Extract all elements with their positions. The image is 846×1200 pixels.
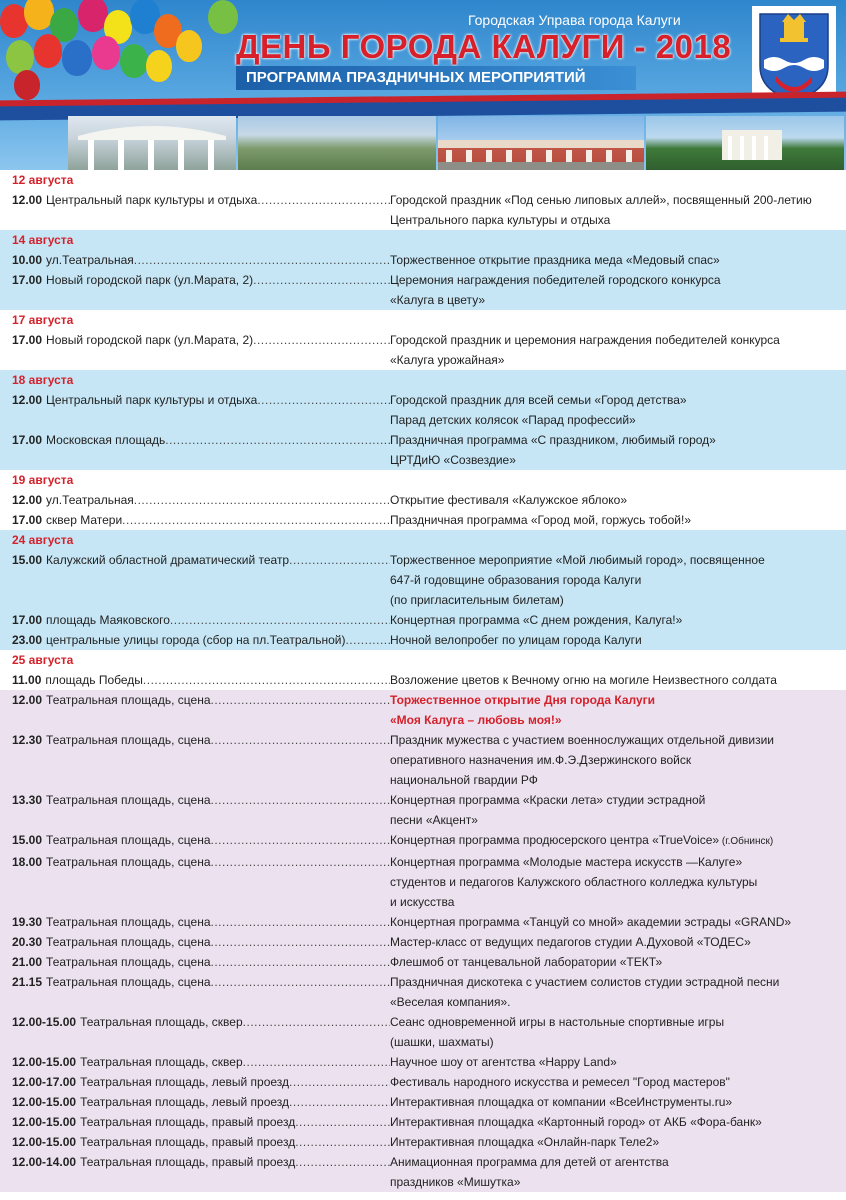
event-location-cell <box>0 790 390 830</box>
event-place: площадь Маяковского <box>46 613 170 627</box>
event-description-line: Городской праздник для всей семьи «Город детства» <box>390 393 687 407</box>
schedule-row <box>0 1012 846 1052</box>
event-description-line: «Моя Калуга – любовь моя!» <box>390 713 562 727</box>
event-time: 17.00 <box>12 433 43 447</box>
organization-name: Городская Управа города Калуги <box>468 12 681 28</box>
event-location-cell <box>0 1092 390 1112</box>
schedule-row <box>0 1052 846 1072</box>
schedule-row <box>0 430 846 470</box>
event-description <box>390 1072 834 1092</box>
event-place: Театральная площадь, сцена <box>46 693 211 707</box>
event-description-line: Сеанс одновременной игры в настольные спортивные игры <box>390 1015 725 1029</box>
event-place: Театральная площадь, сцена <box>46 833 211 847</box>
event-description-line: Фестиваль народного искусства и ремесел "Город мастеров" <box>390 1075 730 1089</box>
event-time: 18.00 <box>12 855 43 869</box>
event-time: 12.00 <box>12 493 43 507</box>
leader-dots <box>211 790 391 830</box>
event-description <box>390 852 834 912</box>
event-location-cell <box>0 670 390 690</box>
leader-dots <box>257 190 390 230</box>
event-description-line: (шашки, шахматы) <box>390 1035 494 1049</box>
event-description <box>390 430 834 470</box>
event-location-cell <box>0 390 390 430</box>
event-place: Театральная площадь, сцена <box>46 733 211 747</box>
event-description <box>390 830 834 852</box>
event-location-cell <box>0 1112 390 1132</box>
event-time: 12.00-15.00 <box>12 1135 77 1149</box>
event-location-cell <box>0 1072 390 1092</box>
event-description <box>390 1152 834 1192</box>
event-description <box>390 490 834 510</box>
event-description-line: Открытие фестиваля «Калужское яблоко» <box>390 493 628 507</box>
leader-dots <box>170 610 390 630</box>
event-description-line: Концертная программа «Краски лета» студии эстрадной <box>390 793 706 807</box>
schedule-row <box>0 852 846 912</box>
event-description-line: «Калуга в цвету» <box>390 293 485 307</box>
event-description-line: Интерактивная площадка от компании «ВсеИнструменты.ru» <box>390 1095 733 1109</box>
leader-dots <box>295 1112 390 1132</box>
event-description-line: Праздник мужества с участием военнослужащих отдельной дивизии <box>390 733 775 747</box>
day-block <box>0 650 846 690</box>
event-description <box>390 390 834 430</box>
event-description <box>390 1012 834 1052</box>
event-description-line: Концертная программа «Молодые мастера искусств —Калуге» <box>390 855 743 869</box>
schedule-row <box>0 250 846 270</box>
event-description <box>390 972 834 1012</box>
schedule-row <box>0 830 846 852</box>
event-location-cell <box>0 190 390 230</box>
event-description-line: Возложение цветов к Вечному огню на могиле Неизвестного солдата <box>390 673 777 687</box>
event-description-line: Городской праздник и церемония награждения победителей конкурса <box>390 333 780 347</box>
event-description-line: Торжественное открытие праздника меда «Медовый спас» <box>390 253 720 267</box>
event-description-line: студентов и педагогов Калужского областного колледжа культуры <box>390 875 758 889</box>
balloon-icon <box>176 30 202 62</box>
event-description-line: Концертная программа продюсерского центра «TrueVoice» (г.Обнинск) <box>390 833 774 847</box>
balloon-icon <box>62 40 92 76</box>
event-description <box>390 1132 834 1152</box>
event-location-cell <box>0 1132 390 1152</box>
event-time: 12.00-14.00 <box>12 1155 77 1169</box>
schedule-row <box>0 1132 846 1152</box>
day-date: 12 августа <box>12 173 74 187</box>
event-location-cell <box>0 550 390 610</box>
leader-dots <box>243 1012 390 1052</box>
balloon-icon <box>92 36 120 70</box>
leader-dots <box>345 630 390 650</box>
schedule-row <box>0 630 846 650</box>
event-description <box>390 630 834 650</box>
event-location-cell <box>0 690 390 730</box>
event-description <box>390 190 834 230</box>
event-description <box>390 670 834 690</box>
event-description-line: Мастер-класс от ведущих педагогов студии А.Духовой «ТОДЕС» <box>390 935 751 949</box>
leader-dots <box>143 670 390 690</box>
event-description <box>390 550 834 610</box>
event-time: 13.30 <box>12 793 43 807</box>
leader-dots <box>211 830 391 852</box>
event-place: площадь Победы <box>45 673 143 687</box>
event-time: 12.00-15.00 <box>12 1055 77 1069</box>
event-time: 15.00 <box>12 553 43 567</box>
schedule-row <box>0 932 846 952</box>
event-time: 10.00 <box>12 253 43 267</box>
photo-park <box>646 116 844 170</box>
event-description-line: Анимационная программа для детей от агентства <box>390 1155 669 1169</box>
event-place: Театральная площадь, сквер <box>80 1055 243 1069</box>
event-time: 17.00 <box>12 273 43 287</box>
day-block <box>0 310 846 370</box>
schedule-row <box>0 912 846 932</box>
event-time: 17.00 <box>12 333 43 347</box>
event-description <box>390 790 834 830</box>
event-description-line: «Веселая компания». <box>390 995 511 1009</box>
event-time: 23.00 <box>12 633 43 647</box>
event-location-cell <box>0 490 390 510</box>
event-description-line: Ночной велопробег по улицам города Калуги <box>390 633 642 647</box>
schedule-row <box>0 670 846 690</box>
schedule-row <box>0 510 846 530</box>
leader-dots <box>289 550 390 610</box>
event-location-cell <box>0 912 390 932</box>
event-description <box>390 1052 834 1072</box>
event-place: ул.Театральная <box>46 493 134 507</box>
event-description-line: Концертная программа «Танцуй со мной» академии эстрады «GRAND» <box>390 915 792 929</box>
schedule-row <box>0 790 846 830</box>
event-location-cell <box>0 730 390 790</box>
day-date: 18 августа <box>12 373 74 387</box>
leader-dots <box>243 1052 390 1072</box>
leader-dots <box>211 730 391 790</box>
day-block <box>0 470 846 530</box>
event-time: 12.00 <box>12 393 43 407</box>
schedule-row <box>0 730 846 790</box>
event-description-line: Парад детских колясок «Парад профессий» <box>390 413 636 427</box>
event-place: Новый городской парк (ул.Марата, 2) <box>46 333 254 347</box>
event-place: Театральная площадь, левый проезд <box>80 1095 290 1109</box>
event-place: ул.Театральная <box>46 253 134 267</box>
event-time: 12.00 <box>12 193 43 207</box>
event-place: Центральный парк культуры и отдыха <box>46 193 258 207</box>
event-location-cell <box>0 1152 390 1192</box>
event-description-line: Флешмоб от танцевальной лаборатории «ТЕКТ» <box>390 955 663 969</box>
day-date: 19 августа <box>12 473 74 487</box>
event-location-cell <box>0 330 390 370</box>
leader-dots <box>295 1132 390 1152</box>
event-location-cell <box>0 852 390 912</box>
event-place: Театральная площадь, правый проезд <box>80 1155 296 1169</box>
event-description <box>390 952 834 972</box>
event-location-cell <box>0 830 390 852</box>
leader-dots <box>211 972 391 1012</box>
day-date: 17 августа <box>12 313 74 327</box>
balloon-icon <box>14 70 40 100</box>
day-block <box>0 530 846 650</box>
photo-city-panorama <box>238 116 436 170</box>
leader-dots <box>211 952 391 972</box>
event-time: 20.30 <box>12 935 43 949</box>
event-description <box>390 510 834 530</box>
day-block <box>0 370 846 470</box>
balloon-icon <box>146 50 172 82</box>
schedule-row <box>0 952 846 972</box>
page-title: ДЕНЬ ГОРОДА КАЛУГИ - 2018 <box>236 28 732 65</box>
event-location-cell <box>0 610 390 630</box>
event-description-line: Интерактивная площадка «Картонный город» от АКБ «Фора-банк» <box>390 1115 762 1129</box>
event-time: 21.15 <box>12 975 43 989</box>
event-place: Театральная площадь, сцена <box>46 915 211 929</box>
event-place: сквер Матери <box>46 513 123 527</box>
event-time: 12.00-15.00 <box>12 1115 77 1129</box>
event-time: 11.00 <box>12 673 42 687</box>
event-location-cell <box>0 250 390 270</box>
event-description <box>390 1092 834 1112</box>
event-description-line: оперативного назначения им.Ф.Э.Дзержинского войск <box>390 753 692 767</box>
day-date: 24 августа <box>12 533 74 547</box>
day-block <box>0 230 846 310</box>
balloon-icon <box>120 44 148 78</box>
leader-dots <box>289 1072 390 1092</box>
event-description-line: (по пригласительным билетам) <box>390 593 564 607</box>
schedule-row <box>0 1072 846 1092</box>
event-description-line: ЦРТДиЮ «Созвездие» <box>390 453 516 467</box>
event-description <box>390 270 834 310</box>
event-description-line: «Калуга урожайная» <box>390 353 505 367</box>
leader-dots <box>257 390 390 430</box>
photo-trade-rows <box>438 116 644 170</box>
event-description-line: 647-й годовщине образования города Калуги <box>390 573 642 587</box>
event-place: Театральная площадь, сцена <box>46 855 211 869</box>
schedule-row <box>0 270 846 310</box>
event-description-line: Концертная программа «С днем рождения, Калуга!» <box>390 613 683 627</box>
day-date: 25 августа <box>12 653 74 667</box>
event-place: Новый городской парк (ул.Марата, 2) <box>46 273 254 287</box>
balloon-icon <box>208 0 238 34</box>
schedule-row <box>0 1112 846 1132</box>
event-place: Театральная площадь, сцена <box>46 793 211 807</box>
event-place: Театральная площадь, левый проезд <box>80 1075 290 1089</box>
schedule-row <box>0 190 846 230</box>
event-time: 12.00 <box>12 693 43 707</box>
leader-dots <box>165 430 390 470</box>
leader-dots <box>289 1092 390 1112</box>
event-location-cell <box>0 1012 390 1052</box>
schedule-row <box>0 490 846 510</box>
event-location-cell <box>0 972 390 1012</box>
event-time: 12.00-17.00 <box>12 1075 77 1089</box>
event-location-cell <box>0 270 390 310</box>
event-description-line: национальной гвардии РФ <box>390 773 538 787</box>
event-description-line: Праздничная дискотека с участием солистов студии эстрадной песни <box>390 975 780 989</box>
event-location-cell <box>0 1052 390 1072</box>
schedule-row <box>0 1092 846 1112</box>
event-time: 12.00-15.00 <box>12 1095 77 1109</box>
event-place: центральные улицы города (сбор на пл.Театральной) <box>46 633 346 647</box>
city-coat-of-arms-icon <box>752 6 836 104</box>
event-description-line: Церемония награждения победителей городского конкурса <box>390 273 721 287</box>
schedule-row <box>0 330 846 370</box>
event-description <box>390 330 834 370</box>
leader-dots <box>134 250 390 270</box>
event-place: Театральная площадь, правый проезд <box>80 1115 296 1129</box>
event-description-line: Центрального парка культуры и отдыха <box>390 213 611 227</box>
day-block-25-events <box>0 690 846 1192</box>
event-description-line: Торжественное мероприятие «Мой любимый город», посвященное <box>390 553 765 567</box>
event-location-cell <box>0 952 390 972</box>
leader-dots <box>211 912 391 932</box>
leader-dots <box>253 270 390 310</box>
leader-dots <box>253 330 390 370</box>
leader-dots <box>295 1152 390 1192</box>
day-block <box>0 170 846 230</box>
event-place: Театральная площадь, правый проезд <box>80 1135 296 1149</box>
event-time: 17.00 <box>12 613 43 627</box>
leader-dots <box>134 490 390 510</box>
event-description-line: песни «Акцент» <box>390 813 478 827</box>
event-description-line: Торжественное открытие Дня города Калуги <box>390 693 656 707</box>
event-description <box>390 250 834 270</box>
schedule-row <box>0 610 846 630</box>
event-description-line: Праздничная программа «С праздником, любимый город» <box>390 433 716 447</box>
event-place: Театральная площадь, сцена <box>46 975 211 989</box>
event-description <box>390 932 834 952</box>
schedule-row <box>0 690 846 730</box>
event-description <box>390 610 834 630</box>
schedule-row <box>0 550 846 610</box>
event-description-line: и искусства <box>390 895 455 909</box>
page-subtitle: ПРОГРАММА ПРАЗДНИЧНЫХ МЕРОПРИЯТИЙ <box>236 66 636 90</box>
event-place: Калужский областной драматический театр <box>46 553 290 567</box>
event-description <box>390 730 834 790</box>
balloon-icon <box>6 40 34 74</box>
event-place: Театральная площадь, сцена <box>46 955 211 969</box>
event-place: Театральная площадь, сквер <box>80 1015 243 1029</box>
event-time: 12.30 <box>12 733 43 747</box>
event-time: 17.00 <box>12 513 43 527</box>
event-description <box>390 1112 834 1132</box>
event-description <box>390 690 834 730</box>
balloon-icon <box>34 34 62 68</box>
schedule-row <box>0 972 846 1012</box>
leader-dots <box>211 932 391 952</box>
photo-rotunda <box>68 116 236 170</box>
city-photo-strip <box>68 116 846 170</box>
leader-dots <box>211 690 391 730</box>
event-place: Московская площадь <box>46 433 166 447</box>
event-place: Центральный парк культуры и отдыха <box>46 393 258 407</box>
event-description-line: Праздничная программа «Город мой, горжусь тобой!» <box>390 513 691 527</box>
schedule-row <box>0 1152 846 1192</box>
schedule-row <box>0 390 846 430</box>
leader-dots <box>122 510 390 530</box>
event-note: (г.Обнинск) <box>719 836 774 847</box>
event-schedule <box>0 170 846 1200</box>
event-description-line: Городской праздник «Под сенью липовых аллей», посвященный 200-летию <box>390 193 812 207</box>
event-location-cell <box>0 510 390 530</box>
event-place: Театральная площадь, сцена <box>46 935 211 949</box>
leader-dots <box>211 852 391 912</box>
event-location-cell <box>0 430 390 470</box>
event-time: 21.00 <box>12 955 43 969</box>
event-location-cell <box>0 932 390 952</box>
event-description <box>390 912 834 932</box>
event-description-line: праздников «Мишутка» <box>390 1175 521 1189</box>
day-date: 14 августа <box>12 233 74 247</box>
header-banner <box>0 0 846 170</box>
event-location-cell <box>0 630 390 650</box>
event-description-line: Научное шоу от агентства «Happy Land» <box>390 1055 617 1069</box>
event-time: 19.30 <box>12 915 43 929</box>
event-time: 12.00-15.00 <box>12 1015 77 1029</box>
event-time: 15.00 <box>12 833 43 847</box>
event-description-line: Интерактивная площадка «Онлайн-парк Теле2» <box>390 1135 660 1149</box>
